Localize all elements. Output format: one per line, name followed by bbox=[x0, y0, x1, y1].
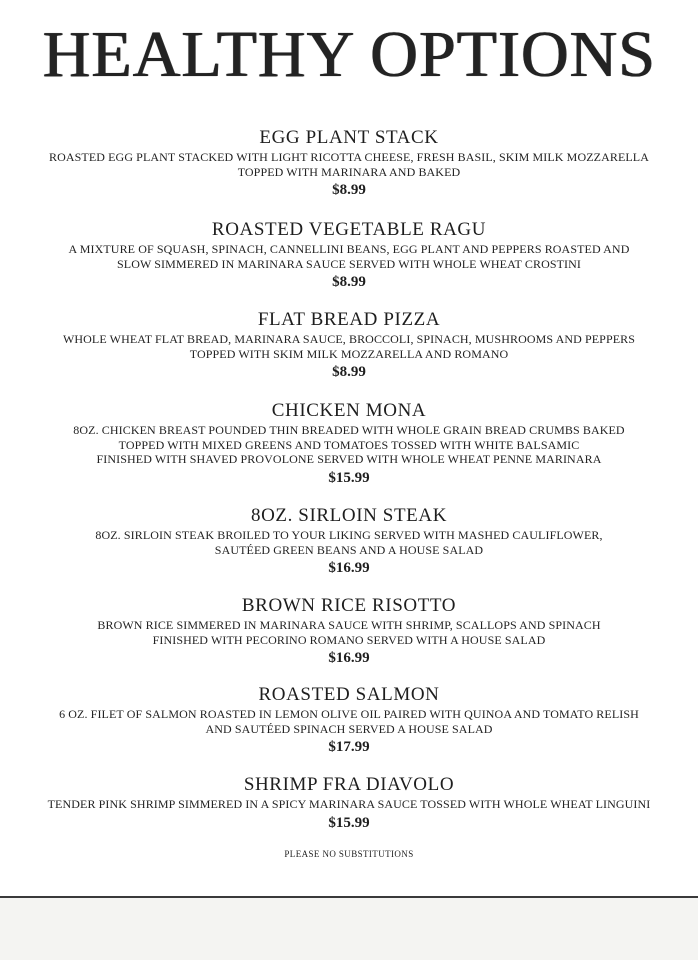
item-description-line: SLOW SIMMERED IN MARINARA SAUCE SERVED WITH WHOLE WHEAT CROSTINI bbox=[117, 256, 581, 271]
item-name: SHRIMP FRA DIAVOLO bbox=[243, 774, 455, 795]
menu-item-shrimp-fra-diavolo bbox=[0, 774, 698, 833]
item-name: ROASTED VEGETABLE RAGU bbox=[211, 219, 487, 240]
item-description-line: A MIXTURE OF SQUASH, SPINACH, CANNELLINI BEANS, EGG PLANT AND PEPPERS ROASTED AND bbox=[68, 242, 630, 256]
item-name: EGG PLANT STACK bbox=[259, 127, 439, 148]
item-name: BROWN RICE RISOTTO bbox=[241, 595, 457, 616]
item-description-line: 8OZ. SIRLOIN STEAK BROILED TO YOUR LIKING SERVED WITH MASHED CAULIFLOWER, bbox=[95, 528, 603, 542]
menu-item-roasted-salmon bbox=[0, 684, 698, 757]
item-name: FLAT BREAD PIZZA bbox=[257, 309, 441, 330]
item-description-line: TOPPED WITH MARINARA AND BAKED bbox=[237, 164, 461, 179]
menu-item-roasted-vegetable-ragu bbox=[0, 219, 698, 292]
item-description-line: FINISHED WITH SHAVED PROVOLONE SERVED WITH WHOLE WHEAT PENNE MARINARA bbox=[96, 452, 602, 466]
item-description-line: TENDER PINK SHRIMP SIMMERED IN A SPICY MARINARA SAUCE TOSSED WITH WHOLE WHEAT LINGUINI bbox=[47, 797, 651, 811]
menu-item-chicken-mona bbox=[0, 400, 698, 488]
background-surface bbox=[0, 898, 698, 960]
item-price: $17.99 bbox=[328, 739, 370, 755]
item-name: CHICKEN MONA bbox=[271, 400, 427, 421]
item-description-line: 6 OZ. FILET OF SALMON ROASTED IN LEMON OLIVE OIL PAIRED WITH QUINOA AND TOMATO RELISH bbox=[59, 707, 639, 721]
menu-item-brown-rice-risotto bbox=[0, 595, 698, 668]
item-description-line: TOPPED WITH SKIM MILK MOZZARELLA AND ROMANO bbox=[189, 346, 509, 361]
item-price: $8.99 bbox=[332, 274, 366, 290]
menu-item-flat-bread-pizza bbox=[0, 309, 698, 382]
item-price: $16.99 bbox=[328, 650, 370, 666]
item-name: ROASTED SALMON bbox=[258, 684, 440, 705]
item-description bbox=[0, 423, 698, 467]
item-description bbox=[0, 707, 698, 736]
item-description-line: BROWN RICE SIMMERED IN MARINARA SAUCE WITH SHRIMP, SCALLOPS AND SPINACH bbox=[97, 618, 601, 632]
item-description bbox=[0, 242, 698, 271]
footer-note: PLEASE NO SUBSTITUTIONS bbox=[284, 849, 414, 859]
item-description bbox=[0, 797, 698, 812]
item-description-line: 8OZ. CHICKEN BREAST POUNDED THIN BREADED WITH WHOLE GRAIN BREAD CRUMBS BAKED bbox=[73, 423, 625, 437]
item-description-line: SAUTÉED GREEN BEANS AND A HOUSE SALAD bbox=[214, 542, 484, 557]
item-price: $15.99 bbox=[328, 469, 370, 486]
item-description bbox=[0, 150, 698, 179]
item-description bbox=[0, 332, 698, 361]
item-description-line: AND SAUTÉED SPINACH SERVED A HOUSE SALAD bbox=[205, 721, 493, 736]
item-description-line: FINISHED WITH PECORINO ROMANO SERVED WITH A HOUSE SALAD bbox=[152, 632, 546, 647]
item-description-line: TOPPED WITH MIXED GREENS AND TOMATOES TOSSED WITH WHITE BALSAMIC bbox=[118, 437, 580, 452]
item-description-line: WHOLE WHEAT FLAT BREAD, MARINARA SAUCE, BROCCOLI, SPINACH, MUSHROOMS AND PEPPERS bbox=[62, 332, 636, 346]
item-description bbox=[0, 528, 698, 557]
item-description bbox=[0, 618, 698, 647]
menu-item-egg-plant-stack bbox=[0, 127, 698, 200]
item-price: $16.99 bbox=[328, 560, 370, 576]
item-price: $15.99 bbox=[328, 814, 370, 831]
item-description-line: ROASTED EGG PLANT STACKED WITH LIGHT RICOTTA CHEESE, FRESH BASIL, SKIM MILK MOZZARELLA bbox=[48, 150, 649, 164]
item-price: $8.99 bbox=[332, 182, 366, 198]
menu-item-sirloin-steak bbox=[0, 505, 698, 578]
item-price: $8.99 bbox=[332, 364, 366, 380]
item-name: 8OZ. SIRLOIN STEAK bbox=[250, 505, 448, 526]
menu-title: HEALTHY OPTIONS bbox=[42, 18, 656, 91]
